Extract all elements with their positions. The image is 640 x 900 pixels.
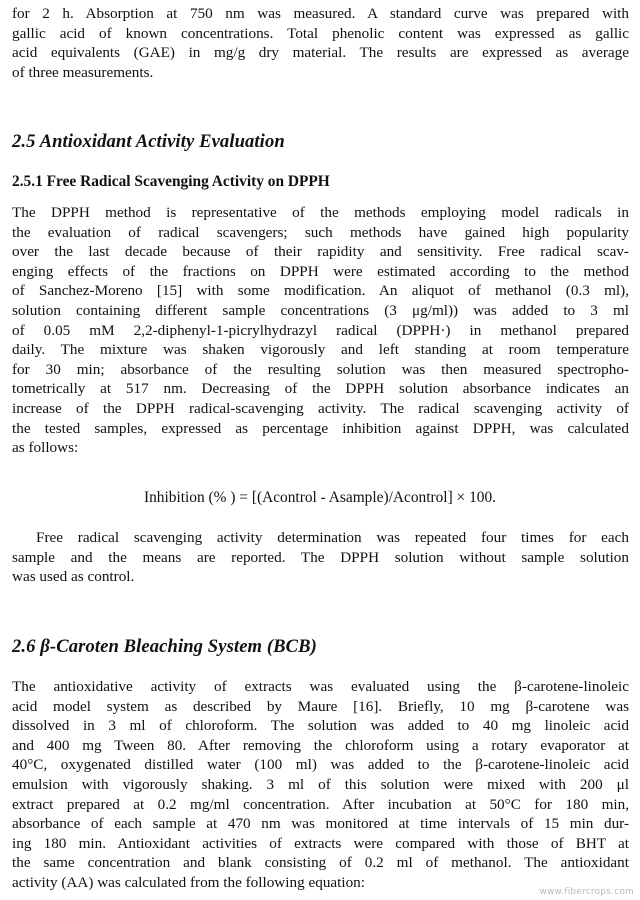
text-line: the evaluation of radical scavengers; such methods have gained high popularity bbox=[12, 223, 629, 241]
text-line: of 0.05 mM 2,2-diphenyl-1-picrylhydrazyl radical (DPPH·) in methanol prepared bbox=[12, 321, 629, 339]
dpph-followup-paragraph bbox=[12, 528, 629, 587]
text-line: 40°C, oxygenated distilled water (100 ml) was added to the β-carotene-linoleic acid bbox=[12, 756, 629, 774]
text-line: enging effects of the fractions on DPPH were estimated according to the method bbox=[12, 262, 629, 280]
text-line: daily. The mixture was shaken vigorously and left standing at room temperature bbox=[12, 341, 629, 359]
text-line: the tested samples, expressed as percentage inhibition against DPPH, was calculated bbox=[12, 419, 629, 437]
text-line: increase of the DPPH radical-scavenging activity. The radical scavenging activity of bbox=[12, 399, 629, 417]
text-line: acid equivalents (GAE) in mg/g dry material. The results are expressed as average bbox=[12, 44, 629, 62]
text-line: Free radical scavenging activity determination was repeated four times for each bbox=[36, 529, 629, 546]
text-line: The antioxidative activity of extracts was evaluated using the β-carotene-linoleic bbox=[12, 678, 629, 695]
text-line: of Sanchez-Moreno [15] with some modification. An aliquot of methanol (0.3 ml), bbox=[12, 282, 629, 300]
text-line: as follows: bbox=[12, 439, 79, 457]
text-line: the same concentration and blank consisting of 0.2 ml of methanol. The antioxidant bbox=[12, 854, 629, 872]
section-heading-2-5: 2.5 Antioxidant Activity Evaluation bbox=[12, 131, 285, 152]
text-line: of three measurements. bbox=[12, 63, 154, 81]
watermark: www.fibercrops.com bbox=[539, 887, 634, 897]
text-line: absorbance of each sample at 470 nm was monitored at time intervals of 15 min dur- bbox=[12, 815, 629, 833]
text-line: dissolved in 3 ml of chloroform. The solution was added to 40 mg linoleic acid bbox=[12, 717, 629, 735]
subsection-heading-2-5-1: 2.5.1 Free Radical Scavenging Activity on DPPH bbox=[12, 173, 330, 190]
text-line: activity (AA) was calculated from the following equation: bbox=[12, 873, 365, 891]
text-line: and 400 mg Tween 80. After removing the chloroform using a rotary evaporator at bbox=[12, 736, 629, 754]
text-line: sample and the means are reported. The DPPH solution without sample solution bbox=[12, 548, 629, 566]
text-line: over the last decade because of their rapidity and sensitivity. Free radical scav- bbox=[12, 243, 629, 261]
text-line: for 30 min; absorbance of the resulting solution was then measured spectropho- bbox=[12, 360, 629, 378]
text-line: ing 180 min. Antioxidant activities of extracts were compared with those of BHT at bbox=[12, 834, 629, 852]
text-line: emulsion with vigorously shaking. 3 ml of this solution were mixed with 200 μl bbox=[12, 775, 629, 793]
text-line: extract prepared at 0.2 mg/ml concentration. After incubation at 50°C for 180 min, bbox=[12, 795, 629, 813]
intro-paragraph bbox=[12, 4, 629, 82]
text-line: for 2 h. Absorption at 750 nm was measured. A standard curve was prepared with bbox=[12, 5, 629, 22]
text-line: acid model system as described by Maure [16]. Briefly, 10 mg β-carotene was bbox=[12, 697, 629, 715]
text-line: The DPPH method is representative of the methods employing model radicals in bbox=[12, 204, 629, 221]
section-heading-2-6: 2.6 β-Caroten Bleaching System (BCB) bbox=[12, 636, 317, 657]
text-line: was used as control. bbox=[12, 568, 135, 586]
text-line: gallic acid of known concentrations. Total phenolic content was expressed as gallic bbox=[12, 24, 629, 42]
bcb-paragraph bbox=[12, 677, 629, 893]
inhibition-equation: Inhibition (% ) = [(Acontrol - Asample)/Acontrol] × 100. bbox=[143, 489, 497, 506]
text-line: tometrically at 517 nm. Decreasing of the DPPH solution absorbance indicates an bbox=[12, 380, 629, 398]
text-line: solution containing different sample concentrations (3 μg/ml)) was added to 3 ml bbox=[12, 301, 629, 319]
dpph-paragraph bbox=[12, 203, 629, 458]
